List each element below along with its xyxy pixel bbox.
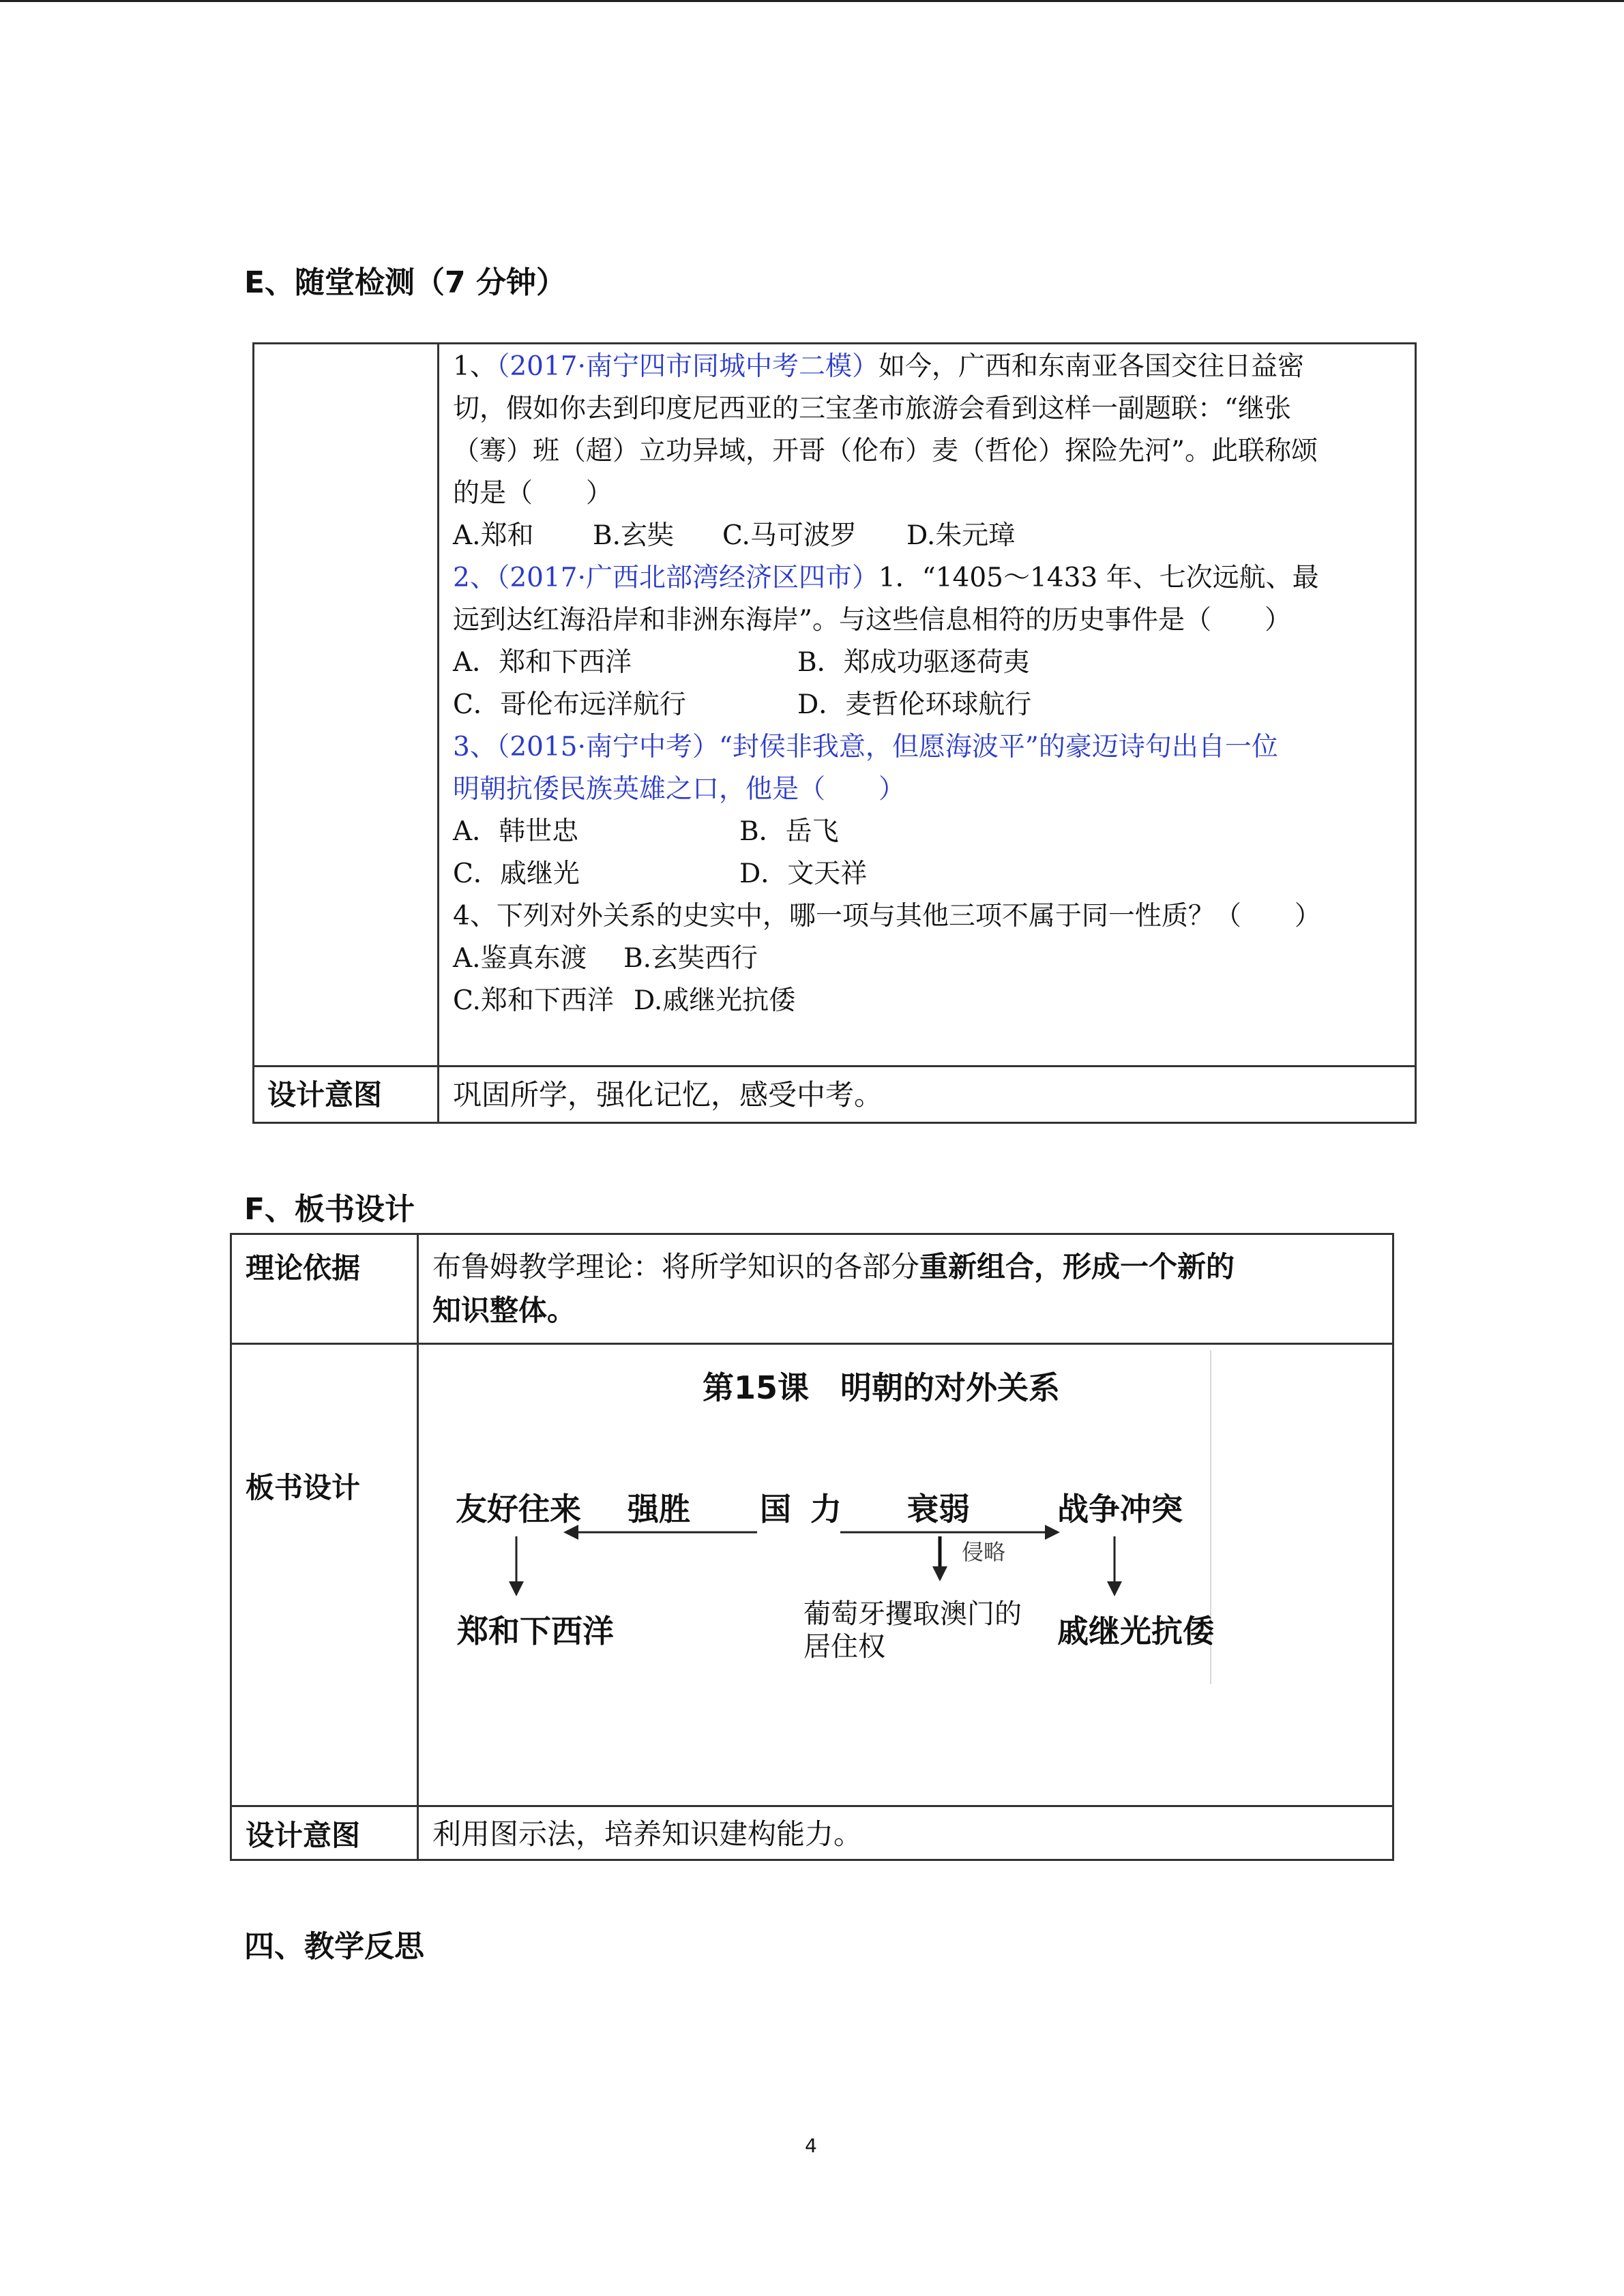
invasion-label: 侵略 [962, 1539, 1006, 1565]
board-label: 板书设计 [246, 1471, 361, 1504]
theory-label: 理论依据 [246, 1251, 361, 1285]
option: B.玄奘 [593, 520, 675, 551]
zheng-he-voyages: 郑和下西洋 [457, 1613, 614, 1650]
option: A.鉴真东渡 [453, 943, 587, 974]
option: D.戚继光抗倭 [634, 985, 796, 1016]
question-2-options-row-1 [453, 642, 1408, 684]
quiz-design-label: 设计意图 [267, 1078, 383, 1112]
page-top-border [0, 0, 1624, 2]
option: A.郑和 [453, 520, 534, 551]
friendly-exchange: 友好往来 [456, 1491, 581, 1527]
board-design-text: 利用图示法，培养知识建构能力。 [432, 1817, 863, 1851]
quiz-design-text: 巩固所学，强化记忆，感受中考。 [453, 1078, 883, 1112]
quiz-table-row-divider [252, 1065, 1417, 1067]
question-2-line-2: 远到达红海沿岸和非洲东海岸”。与这些信息相符的历史事件是（ ） [453, 605, 1291, 636]
question-2-line-1: 2、（2017·广西北部湾经济区四市）1．“1405～1433 年、七次远航、最 [453, 563, 1319, 593]
option: B．岳飞 [739, 816, 839, 847]
question-4-options-row-1 [453, 938, 1408, 980]
page-number: 4 [805, 2134, 817, 2157]
question-3-line-2: 明朝抗倭民族英雄之口，他是（ ） [453, 774, 906, 805]
quiz-table-col-divider [437, 342, 439, 1124]
option: D．麦哲伦环球航行 [797, 689, 1032, 720]
question-1-options [453, 515, 1408, 557]
qi-jiguang-anti-wokou: 戚继光抗倭 [1057, 1613, 1214, 1650]
question-3-options-row-1 [453, 811, 1408, 853]
section-f-heading: F、板书设计 [244, 1192, 415, 1227]
board-diagram [419, 1347, 1213, 1688]
power-label: 力 [810, 1491, 842, 1527]
question-1-line-3: （骞）班（超）立功异域，开哥（伦布）麦（哲伦）探险先河”。此联称颂 [453, 436, 1318, 466]
question-4-options-row-2 [453, 980, 1408, 1022]
option: C．哥伦布远洋航行 [453, 689, 686, 720]
option: C．戚继光 [453, 859, 580, 889]
option: D.朱元璋 [906, 520, 1016, 551]
board-title: 第15课 明朝的对外关系 [703, 1369, 1061, 1406]
option: B．郑成功驱逐荷夷 [797, 647, 1030, 678]
weak-label: 衰弱 [907, 1491, 970, 1527]
war-conflict: 战争冲突 [1057, 1491, 1183, 1527]
question-4-line-1: 4、下列对外关系的史实中，哪一项与其他三项不属于同一性质？（ ） [453, 901, 1321, 931]
board-table-row-divider-2 [230, 1805, 1394, 1807]
national-label: 国 [760, 1491, 791, 1527]
question-2-options-row-2 [453, 684, 1408, 726]
option: C.郑和下西洋 [453, 985, 614, 1016]
diagram-arrows [419, 1347, 1213, 1688]
option: C.马可波罗 [722, 520, 857, 551]
question-1-line-1: 1、（2017·南宁四市同城中考二模）如今，广西和东南亚各国交往日益密 [453, 351, 1304, 382]
option: B.玄奘西行 [623, 943, 758, 974]
option: A．韩世忠 [453, 816, 579, 847]
question-1-line-4: 的是（ ） [453, 478, 613, 509]
section-e-heading: E、随堂检测（7 分钟） [244, 265, 566, 300]
question-1-source: （2017·南宁四市同城中考二模） [496, 351, 879, 382]
section-reflection-heading: 四、教学反思 [244, 1929, 424, 1964]
question-3-source: （2015·南宁中考）“封侯非我意，但愿海波平”的豪迈诗句出自一位 [496, 732, 1278, 762]
option: D．文天祥 [739, 859, 868, 889]
portugal-macau: 葡萄牙攫取澳门的 居住权 [803, 1598, 1022, 1663]
question-1-line-2: 切，假如你去到印度尼西亚的三宝垄市旅游会看到这样一副题联：“继张 [453, 393, 1291, 424]
board-table-row-divider-1 [230, 1343, 1394, 1345]
question-3-line-1: 3、（2015·南宁中考）“封侯非我意，但愿海波平”的豪迈诗句出自一位 [453, 732, 1278, 762]
question-2-source: （2017·广西北部湾经济区四市） [496, 563, 879, 593]
theory-text: 布鲁姆教学理论：将所学知识的各部分重新组合，形成一个新的 知识整体。 [432, 1250, 1235, 1327]
quiz-content [453, 346, 1408, 1022]
option: A．郑和下西洋 [453, 647, 632, 678]
question-3-options-row-2 [453, 853, 1408, 895]
strong-label: 强胜 [628, 1491, 690, 1527]
board-design-label: 设计意图 [246, 1819, 361, 1852]
